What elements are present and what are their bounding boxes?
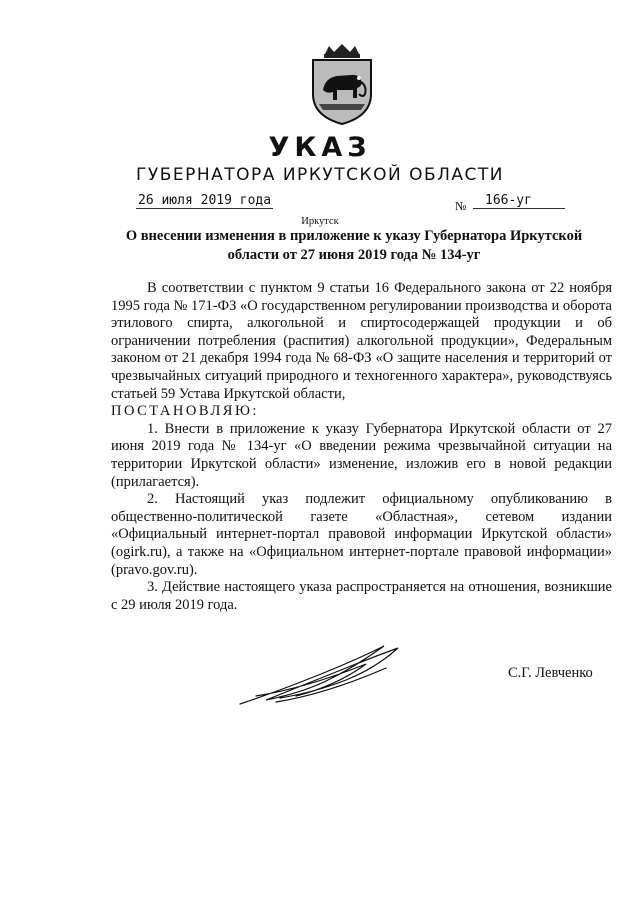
document-date: 26 июля 2019 года bbox=[138, 193, 272, 208]
item-1-paragraph: 1. Внести в приложение к указу Губернатора Иркутской области от 27 июня 2019 года № 134-уг «О введении режима чрезвычайной ситуации на территории Иркутской области» изменение, изложив его в новой редакции (прилагается). bbox=[111, 420, 612, 490]
preamble-paragraph: В соответствии с пунктом 9 статьи 16 Федерального закона от 22 ноября 1995 года № 171-ФЗ «О государственном регулировании производства и оборота этилового спирта, алкогольной и спиртосодержащей продукции и об ограничении потребления (распития) алкогольной продукции», Федеральным законом от 21 декабря 1994 года № 68-ФЗ «О защите населения и территорий от чрезвычайных ситуаций природного и техногенного характера», руководствуясь статьей 59 Устава Иркутской области, bbox=[111, 280, 612, 402]
item-3-paragraph: 3. Действие настоящего указа распространяется на отношения, возникшие с 29 июля 2019 года. bbox=[111, 579, 612, 613]
document-number: 166-уг bbox=[473, 193, 565, 209]
document-title: УКАЗ bbox=[268, 132, 372, 163]
signer-name: С.Г. Левченко bbox=[508, 665, 593, 681]
item-2-paragraph: 2. Настоящий указ подлежит официальному опубликованию в общественно-политической газете «Областная», сетевом издании «Официальный интернет-портал правовой информации Иркутской области» (ogirk.ru), а также на «Официальном интернет-портале правовой информации» (pravo.gov.ru). bbox=[111, 491, 612, 578]
number-sign: № bbox=[455, 199, 467, 213]
coat-of-arms-icon bbox=[307, 42, 377, 126]
document-subtitle: ГУБЕРНАТОРА ИРКУТСКОЙ ОБЛАСТИ bbox=[136, 165, 504, 185]
handwritten-signature bbox=[236, 638, 406, 710]
document-city: Иркутск bbox=[301, 216, 339, 227]
document-subject: О внесении изменения в приложение к указу Губернатора Иркутской области от 27 июня 2019 года № 134-уг bbox=[125, 228, 583, 263]
decree-word: ПОСТАНОВЛЯЮ: bbox=[111, 403, 259, 420]
document-body bbox=[111, 280, 612, 614]
